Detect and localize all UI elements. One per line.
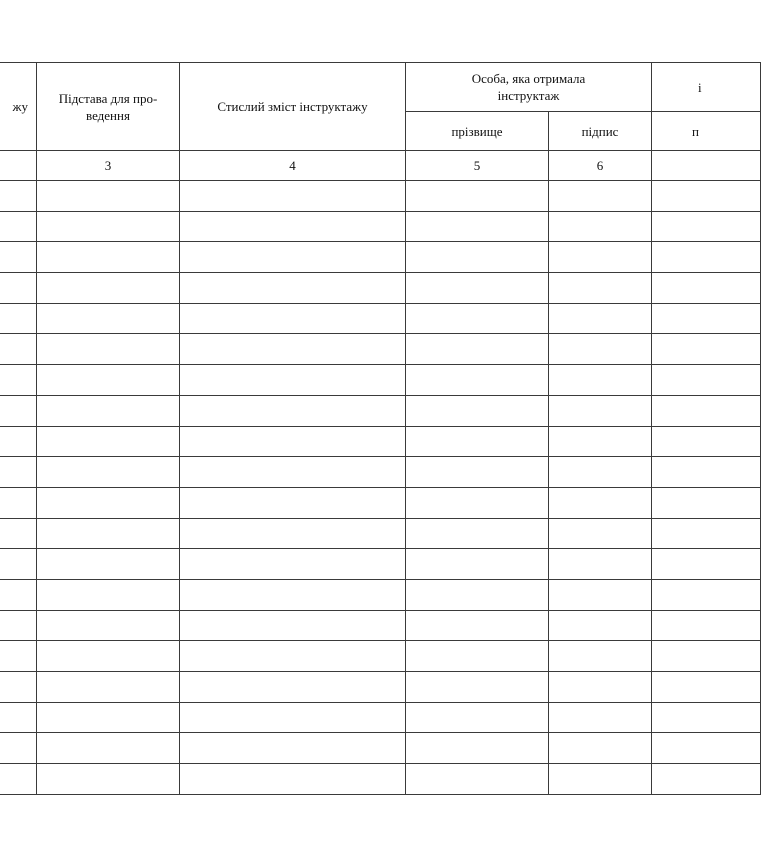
table-cell[interactable] <box>180 303 406 334</box>
column-header-summary-label: Стислий зміст інструктажу <box>217 99 368 114</box>
table-cell[interactable] <box>37 395 180 426</box>
table-row <box>0 764 761 795</box>
table-cell[interactable] <box>549 426 652 457</box>
table-cell[interactable] <box>37 242 180 273</box>
table-cell[interactable] <box>180 181 406 212</box>
table-row <box>0 181 761 212</box>
table-row <box>0 579 761 610</box>
table-cell[interactable] <box>0 672 37 703</box>
table-cell[interactable] <box>0 579 37 610</box>
table-cell[interactable] <box>652 334 761 365</box>
table-cell[interactable] <box>0 395 37 426</box>
column-header-instructor-surname-label: п <box>692 123 699 139</box>
table-cell[interactable] <box>652 211 761 242</box>
table-cell[interactable] <box>37 303 180 334</box>
table-cell[interactable] <box>37 334 180 365</box>
table-cell[interactable] <box>406 579 549 610</box>
table-cell[interactable] <box>406 242 549 273</box>
header-row <box>0 63 761 112</box>
table-row <box>0 518 761 549</box>
table-row <box>0 457 761 488</box>
table-cell[interactable] <box>0 518 37 549</box>
table-row <box>0 702 761 733</box>
table-row <box>0 303 761 334</box>
table-cell[interactable] <box>406 764 549 795</box>
table-cell[interactable] <box>652 365 761 396</box>
table-cell[interactable] <box>406 303 549 334</box>
table-cell[interactable] <box>652 641 761 672</box>
table-cell[interactable] <box>37 549 180 580</box>
table-cell[interactable] <box>180 273 406 304</box>
table-cell[interactable] <box>0 273 37 304</box>
column-group-recipient <box>406 63 652 112</box>
table-cell[interactable] <box>549 764 652 795</box>
table-cell[interactable] <box>0 303 37 334</box>
table-cell[interactable] <box>549 518 652 549</box>
table-cell[interactable] <box>180 457 406 488</box>
table-row <box>0 487 761 518</box>
table-cell[interactable] <box>37 764 180 795</box>
table-cell[interactable] <box>406 426 549 457</box>
table-cell[interactable] <box>652 426 761 457</box>
table-cell[interactable] <box>406 610 549 641</box>
table-cell[interactable] <box>0 365 37 396</box>
table-cell[interactable] <box>37 181 180 212</box>
table-cell[interactable] <box>37 733 180 764</box>
table-cell[interactable] <box>37 273 180 304</box>
table-row <box>0 672 761 703</box>
table-cell[interactable] <box>652 518 761 549</box>
table-cell[interactable] <box>549 672 652 703</box>
table-cell[interactable] <box>0 641 37 672</box>
column-header-signature <box>549 112 652 151</box>
table-cell[interactable] <box>549 242 652 273</box>
table-row <box>0 242 761 273</box>
table-cell[interactable] <box>0 610 37 641</box>
table-row <box>0 334 761 365</box>
table-cell[interactable] <box>406 334 549 365</box>
table-cell[interactable] <box>0 334 37 365</box>
table-row <box>0 733 761 764</box>
table-cell[interactable] <box>406 181 549 212</box>
table-cell[interactable] <box>0 764 37 795</box>
table-cell[interactable] <box>0 426 37 457</box>
table-cell[interactable] <box>180 610 406 641</box>
table-cell[interactable] <box>549 487 652 518</box>
table-row <box>0 365 761 396</box>
column-number-cell: 3 <box>37 151 180 181</box>
table-cell[interactable] <box>652 610 761 641</box>
table-cell[interactable] <box>37 702 180 733</box>
table-cell[interactable] <box>549 181 652 212</box>
table-cell[interactable] <box>549 733 652 764</box>
table-cell[interactable] <box>180 365 406 396</box>
table-cell[interactable] <box>180 242 406 273</box>
table-cell[interactable] <box>652 273 761 304</box>
table-cell[interactable] <box>652 579 761 610</box>
table-cell[interactable] <box>406 211 549 242</box>
table-cell[interactable] <box>37 211 180 242</box>
table-cell[interactable] <box>652 303 761 334</box>
table-cell[interactable] <box>406 733 549 764</box>
table-cell[interactable] <box>652 181 761 212</box>
table-cell[interactable] <box>0 211 37 242</box>
table-cell[interactable] <box>549 303 652 334</box>
table-cell[interactable] <box>37 365 180 396</box>
table-cell[interactable] <box>549 702 652 733</box>
table-row <box>0 426 761 457</box>
table-cell[interactable] <box>37 518 180 549</box>
table-cell[interactable] <box>406 549 549 580</box>
table-cell[interactable] <box>549 211 652 242</box>
column-header-instruction-type <box>0 63 37 151</box>
table-cell[interactable] <box>549 365 652 396</box>
column-number-cell: 6 <box>549 151 652 181</box>
table-cell[interactable] <box>180 641 406 672</box>
table-row <box>0 211 761 242</box>
table-cell[interactable] <box>549 549 652 580</box>
table-cell[interactable] <box>180 334 406 365</box>
table-cell[interactable] <box>0 457 37 488</box>
table-cell[interactable] <box>180 579 406 610</box>
table-cell[interactable] <box>0 549 37 580</box>
table-cell[interactable] <box>549 579 652 610</box>
table-cell[interactable] <box>549 641 652 672</box>
column-number-cell: 4 <box>180 151 406 181</box>
table-body <box>0 181 761 795</box>
column-header-surname-label: прізвище <box>451 123 503 139</box>
table-cell[interactable] <box>406 365 549 396</box>
column-header-reason-label: Підстава для про-ведення <box>58 90 158 123</box>
table-cell[interactable] <box>652 395 761 426</box>
table-cell[interactable] <box>180 487 406 518</box>
table-cell[interactable] <box>37 641 180 672</box>
column-group-instructor-label: і <box>698 79 702 95</box>
table-cell[interactable] <box>0 181 37 212</box>
table-row <box>0 610 761 641</box>
table-cell[interactable] <box>652 733 761 764</box>
column-number-cell <box>652 151 761 181</box>
table-cell[interactable] <box>0 487 37 518</box>
table-row <box>0 395 761 426</box>
table-cell[interactable] <box>180 702 406 733</box>
table-cell[interactable] <box>549 334 652 365</box>
table-cell[interactable] <box>406 395 549 426</box>
table-cell[interactable] <box>37 426 180 457</box>
table-cell[interactable] <box>180 395 406 426</box>
table-row <box>0 273 761 304</box>
table-cell[interactable] <box>180 518 406 549</box>
column-header-surname <box>406 112 549 151</box>
table-cell[interactable] <box>180 764 406 795</box>
column-header-signature-label: підпис <box>581 123 619 139</box>
instruction-journal-table <box>0 62 761 795</box>
table-cell[interactable] <box>406 702 549 733</box>
column-header-summary <box>180 63 406 151</box>
table-cell[interactable] <box>180 672 406 703</box>
table-row <box>0 641 761 672</box>
column-number-row <box>0 151 761 181</box>
table-cell[interactable] <box>652 672 761 703</box>
table-cell[interactable] <box>652 487 761 518</box>
table-cell[interactable] <box>37 457 180 488</box>
table-cell[interactable] <box>406 487 549 518</box>
table-cell[interactable] <box>652 702 761 733</box>
table-cell[interactable] <box>652 242 761 273</box>
table-cell[interactable] <box>652 549 761 580</box>
column-header-instructor-surname <box>652 112 761 151</box>
table-cell[interactable] <box>549 273 652 304</box>
column-number-cell <box>0 151 37 181</box>
table-cell[interactable] <box>37 672 180 703</box>
table-cell[interactable] <box>652 457 761 488</box>
table-cell[interactable] <box>406 672 549 703</box>
column-header-reason <box>37 63 180 151</box>
table-cell[interactable] <box>406 457 549 488</box>
table-cell[interactable] <box>37 487 180 518</box>
table-cell[interactable] <box>0 733 37 764</box>
table-cell[interactable] <box>180 549 406 580</box>
table-cell[interactable] <box>0 702 37 733</box>
table-cell[interactable] <box>180 211 406 242</box>
table-cell[interactable] <box>37 610 180 641</box>
table-cell[interactable] <box>37 579 180 610</box>
table-cell[interactable] <box>549 395 652 426</box>
table-cell[interactable] <box>180 733 406 764</box>
table-cell[interactable] <box>0 242 37 273</box>
table-cell[interactable] <box>549 457 652 488</box>
column-group-recipient-label: Особа, яка отримала інструктаж <box>471 71 586 103</box>
table-cell[interactable] <box>406 518 549 549</box>
table-cell[interactable] <box>406 641 549 672</box>
column-group-instructor <box>652 63 761 112</box>
table-cell[interactable] <box>180 426 406 457</box>
table-cell[interactable] <box>652 764 761 795</box>
column-number-cell: 5 <box>406 151 549 181</box>
table-cell[interactable] <box>406 273 549 304</box>
table-row <box>0 549 761 580</box>
table-cell[interactable] <box>549 610 652 641</box>
column-header-instruction-type-label: жу <box>12 99 28 114</box>
